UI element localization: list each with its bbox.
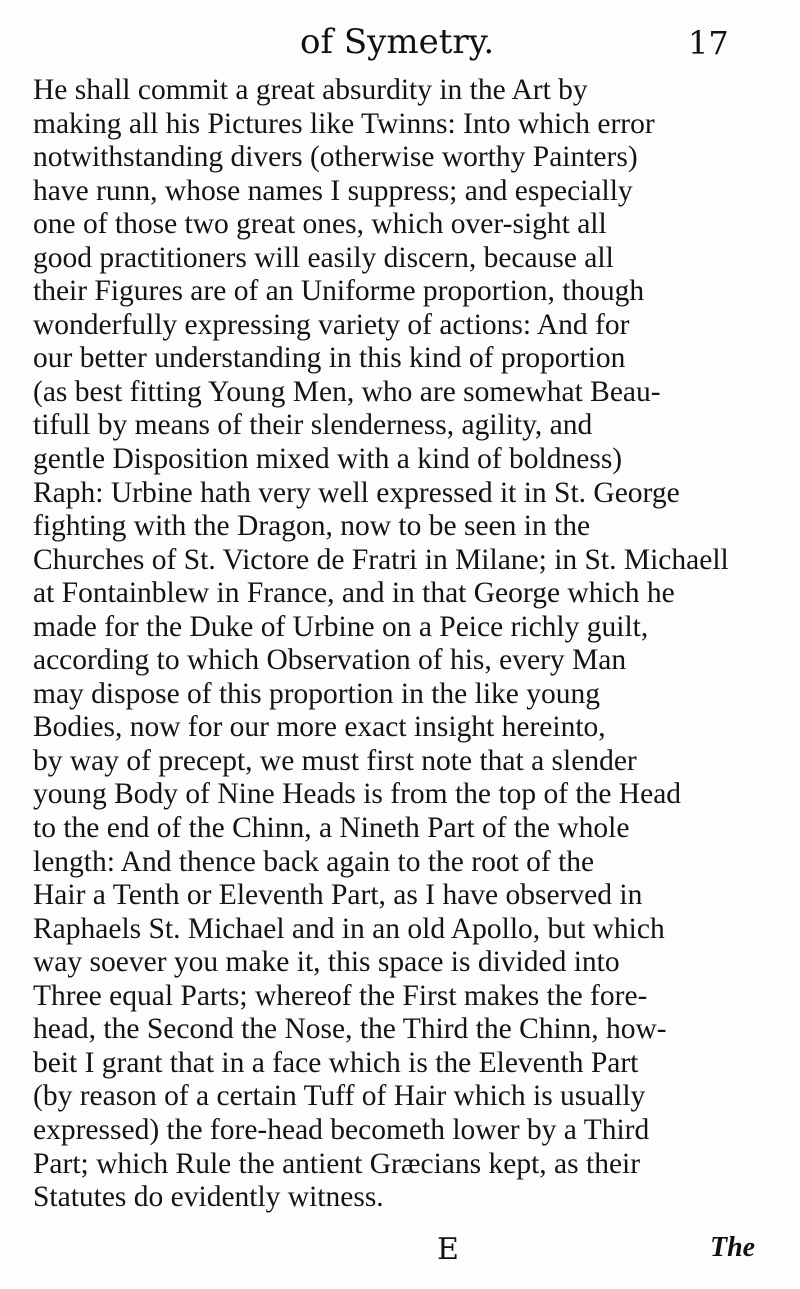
- text-line: Bodies, now for our more exact insight hereinto,: [33, 711, 606, 744]
- page-header: [0, 22, 800, 72]
- text-line: length: And thence back again to the root of the: [33, 845, 595, 878]
- text-line: expressed) the fore-head becometh lower by a Third: [33, 1113, 650, 1146]
- text-line: He shall commit a great absurdity in the Art by: [33, 74, 588, 106]
- text-line: good practitioners will easily discern, because all: [33, 241, 614, 274]
- text-line: head, the Second the Nose, the Third the Chinn, how-: [33, 1013, 667, 1046]
- text-line: tifull by means of their slenderness, agility, and: [33, 409, 593, 442]
- text-line: have runn, whose names I suppress; and especially: [33, 174, 633, 207]
- text-line: to the end of the Chinn, a Nineth Part of the whole: [33, 812, 630, 845]
- text-line: making all his Pictures like Twinns: Into which error: [33, 107, 655, 140]
- text-line: Raph: Urbine hath very well expressed it in St. George: [33, 476, 680, 509]
- text-line: fighting with the Dragon, now to be seen in the: [33, 510, 591, 543]
- text-line: Statutes do evidently witness.: [33, 1181, 384, 1214]
- text-line: notwithstanding divers (otherwise worthy Painters): [33, 141, 638, 174]
- text-line: Hair a Tenth or Eleventh Part, as I have observed in: [33, 879, 643, 912]
- text-line: Raphaels St. Michael and in an old Apollo, but which: [33, 912, 665, 945]
- text-line: according to which Observation of his, every Man: [33, 644, 627, 677]
- text-line: young Body of Nine Heads is from the top of the Head: [33, 778, 682, 811]
- text-line: their Figures are of an Uniforme proportion, though: [33, 275, 645, 308]
- text-line: (as best fitting Young Men, who are somewhat Beau-: [33, 375, 661, 408]
- text-line: Part; which Rule the antient Græcians kept, as their: [33, 1147, 641, 1180]
- text-line: wonderfully expressing variety of actions: And for: [33, 308, 630, 341]
- text-line: at Fontainblew in France, and in that George which he: [33, 577, 675, 610]
- text-line: our better understanding in this kind of proportion: [33, 342, 626, 375]
- text-line: made for the Duke of Urbine on a Peice richly guilt,: [33, 610, 649, 643]
- text-line: beit I grant that in a face which is the Eleventh Part: [33, 1046, 639, 1079]
- catchword: The: [710, 1232, 756, 1263]
- text-line: Churches of St. Victore de Fratri in Milane; in St. Michaell: [33, 543, 729, 576]
- body-text: [33, 74, 778, 1215]
- text-line: may dispose of this proportion in the like young: [33, 677, 600, 710]
- text-line: way soever you make it, this space is divided into: [33, 946, 620, 979]
- page-footer: [0, 1232, 800, 1272]
- text-line: one of those two great ones, which over-sight all: [33, 208, 607, 241]
- text-line: by way of precept, we must first note that a slender: [33, 744, 637, 777]
- text-line: Three equal Parts; whereof the First makes the fore-: [33, 979, 648, 1012]
- page-number: 17: [688, 24, 729, 62]
- signature-mark: E: [437, 1232, 459, 1267]
- running-title: of Symetry.: [300, 22, 495, 62]
- text-line: gentle Disposition mixed with a kind of boldness): [33, 443, 623, 476]
- text-line: (by reason of a certain Tuff of Hair which is usually: [33, 1080, 646, 1113]
